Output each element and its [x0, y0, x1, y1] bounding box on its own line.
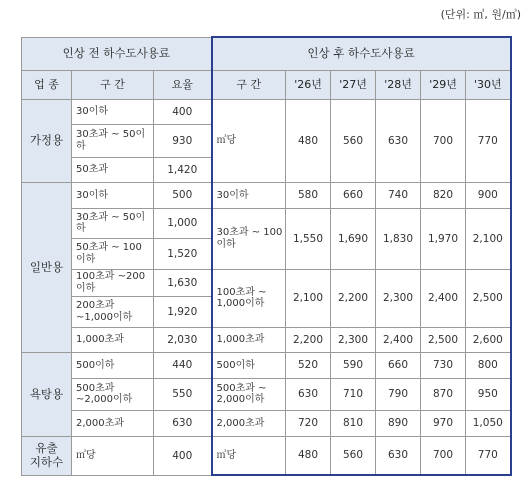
value-cell: 2,100 — [466, 208, 511, 269]
value-cell: 890 — [376, 411, 421, 436]
value-cell: 480 — [286, 99, 331, 183]
value-cell: 720 — [286, 411, 331, 436]
table-row — [22, 208, 511, 239]
value-cell: 2,400 — [376, 327, 421, 352]
table-row — [22, 411, 511, 436]
new-range-cell: 500이하 — [212, 353, 286, 378]
value-cell: 2,200 — [331, 269, 376, 327]
value-cell: 870 — [421, 378, 466, 411]
value-cell: 700 — [421, 99, 466, 183]
value-cell: 950 — [466, 378, 511, 411]
col-year: '28년 — [376, 71, 421, 100]
value-cell: 700 — [421, 436, 466, 475]
value-cell: 810 — [331, 411, 376, 436]
rate-cell: 1,520 — [154, 239, 212, 270]
new-range-cell: ㎥당 — [212, 436, 286, 475]
table-row — [22, 378, 511, 411]
col-range-new: 구 간 — [212, 71, 286, 100]
rate-cell: 630 — [154, 411, 212, 436]
new-range-cell: 1,000초과 — [212, 327, 286, 352]
table-row — [22, 183, 511, 208]
value-cell: 900 — [466, 183, 511, 208]
value-cell: 520 — [286, 353, 331, 378]
col-year: '26년 — [286, 71, 331, 100]
value-cell: 800 — [466, 353, 511, 378]
category-bath: 욕탕용 — [22, 353, 72, 437]
value-cell: 970 — [421, 411, 466, 436]
rate-cell: 930 — [154, 125, 212, 158]
value-cell: 1,830 — [376, 208, 421, 269]
outflow-label-line1: 유출 — [35, 441, 58, 456]
table-row — [22, 37, 511, 71]
value-cell: 2,500 — [421, 327, 466, 352]
category-household: 가정용 — [22, 99, 72, 183]
range-cell: 50초과 ~ 100이하 — [72, 239, 154, 270]
new-range-cell: 500초과 ~ 2,000이하 — [212, 378, 286, 411]
table-row — [22, 436, 511, 475]
unit-note: (단위: ㎥, 원/㎥) — [440, 8, 521, 21]
col-range: 구 간 — [72, 71, 154, 100]
col-year: '27년 — [331, 71, 376, 100]
value-cell: 2,300 — [376, 269, 421, 327]
value-cell: 1,050 — [466, 411, 511, 436]
range-cell: 30이하 — [72, 183, 154, 208]
value-cell: 770 — [466, 99, 511, 183]
range-cell: 200초과 ~1,000이하 — [72, 297, 154, 328]
range-cell: 500초과 ~2,000이하 — [72, 378, 154, 411]
value-cell: 730 — [421, 353, 466, 378]
value-cell: 1,970 — [421, 208, 466, 269]
table-row — [22, 71, 511, 100]
range-cell: 100초과 ~200이하 — [72, 269, 154, 297]
value-cell: 740 — [376, 183, 421, 208]
table-row — [22, 269, 511, 297]
value-cell: 630 — [376, 99, 421, 183]
value-cell: 790 — [376, 378, 421, 411]
category-general: 일반용 — [22, 183, 72, 353]
rate-cell: 400 — [154, 99, 212, 124]
value-cell: 660 — [331, 183, 376, 208]
outflow-label-line2: 지하수 — [29, 454, 64, 469]
value-cell: 590 — [331, 353, 376, 378]
rate-cell: 500 — [154, 183, 212, 208]
value-cell: 2,200 — [286, 327, 331, 352]
value-cell: 560 — [331, 436, 376, 475]
rate-cell: 550 — [154, 378, 212, 411]
value-cell: 820 — [421, 183, 466, 208]
rate-cell: 1,630 — [154, 269, 212, 297]
sewer-fee-table — [21, 36, 512, 476]
table-row — [22, 353, 511, 378]
new-range-cell: 30이하 — [212, 183, 286, 208]
new-range-cell: 100초과 ~ 1,000이하 — [212, 269, 286, 327]
range-cell: ㎥당 — [72, 436, 154, 475]
value-cell: 2,100 — [286, 269, 331, 327]
new-range-cell: 2,000초과 — [212, 411, 286, 436]
table-row — [22, 327, 511, 352]
header-before: 인상 전 하수도사용료 — [22, 37, 212, 71]
range-cell: 30초과 ~ 50이하 — [72, 208, 154, 239]
rate-cell: 440 — [154, 353, 212, 378]
value-cell: 630 — [376, 436, 421, 475]
rate-cell: 1,920 — [154, 297, 212, 328]
value-cell: 770 — [466, 436, 511, 475]
value-cell: 2,600 — [466, 327, 511, 352]
range-cell: 500이하 — [72, 353, 154, 378]
col-type: 업 종 — [22, 71, 72, 100]
new-range-cell: 30초과 ~ 100이하 — [212, 208, 286, 269]
value-cell: 480 — [286, 436, 331, 475]
value-cell: 560 — [331, 99, 376, 183]
header-after: 인상 후 하수도사용료 — [212, 37, 511, 71]
range-cell: 50초과 — [72, 157, 154, 182]
range-cell: 2,000초과 — [72, 411, 154, 436]
range-cell: 1,000초과 — [72, 327, 154, 352]
value-cell: 1,550 — [286, 208, 331, 269]
rate-cell: 2,030 — [154, 327, 212, 352]
rate-cell: 1,420 — [154, 157, 212, 182]
col-year: '29년 — [421, 71, 466, 100]
value-cell: 710 — [331, 378, 376, 411]
table-body — [22, 37, 511, 475]
range-cell: 30초과 ~ 50이하 — [72, 125, 154, 158]
range-cell: 30이하 — [72, 99, 154, 124]
value-cell: 2,400 — [421, 269, 466, 327]
col-year: '30년 — [466, 71, 511, 100]
new-range-cell: ㎥당 — [212, 99, 286, 183]
rate-cell: 400 — [154, 436, 212, 475]
rate-cell: 1,000 — [154, 208, 212, 239]
table-row — [22, 99, 511, 124]
col-rate: 요율 — [154, 71, 212, 100]
value-cell: 580 — [286, 183, 331, 208]
value-cell: 660 — [376, 353, 421, 378]
category-outflow — [22, 436, 72, 475]
value-cell: 1,690 — [331, 208, 376, 269]
value-cell: 630 — [286, 378, 331, 411]
value-cell: 2,300 — [331, 327, 376, 352]
value-cell: 2,500 — [466, 269, 511, 327]
